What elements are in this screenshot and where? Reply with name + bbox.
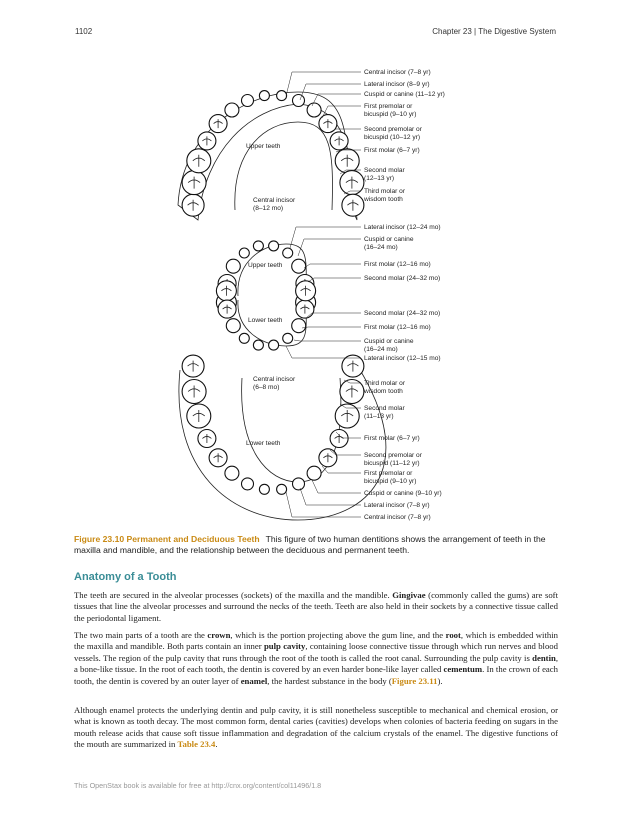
deciduous-upper-callout: Cuspid or canine xyxy=(364,236,414,243)
central-incisor-upper-label: Central incisor xyxy=(253,197,296,204)
permanent-upper-callout: bicuspid (10–12 yr) xyxy=(364,134,421,142)
permanent-lower-callout-leader-line xyxy=(286,492,361,517)
teeth-layer xyxy=(182,91,364,495)
lower-permanent-tooth-6 xyxy=(242,478,254,490)
permanent-lower-callout: First molar (6–7 yr) xyxy=(364,435,420,442)
cross-reference-link[interactable]: Table 23.4 xyxy=(177,739,216,750)
permanent-lower-callout: Lateral incisor (7–8 yr) xyxy=(364,502,430,509)
central-incisor-upper-age: (8–12 mo) xyxy=(253,205,284,212)
caption-text: This figure of two human dentitions shows the arrangement of teeth in the maxilla and mandible, and the relationship between the deciduous and permanent teeth. xyxy=(74,534,546,555)
deciduous-upper-callout: Second molar (24–32 mo) xyxy=(364,275,441,282)
permanent-upper-callout: Lateral incisor (8–9 yr) xyxy=(364,81,430,88)
footer-note: This OpenStax book is available for free at http://cnx.org/content/col11496/1.8 xyxy=(74,781,322,790)
section-heading: Anatomy of a Tooth xyxy=(74,571,177,583)
permanent-upper-callout: Central incisor (7–8 yr) xyxy=(364,69,431,76)
permanent-upper-callout: First molar (6–7 yr) xyxy=(364,147,420,154)
permanent-upper-callout: Second premolar or xyxy=(364,126,422,133)
decid-lower-label: Lower teeth xyxy=(248,317,283,324)
permanent-lower-callout: Second molar xyxy=(364,405,405,412)
deciduous-upper-callout-leader-line xyxy=(304,264,361,268)
deciduous-upper-callout-leader-line xyxy=(298,239,361,256)
permanent-upper-callout-leader-line xyxy=(330,129,361,132)
permanent-lower-callout: bicuspid (11–12 yr) xyxy=(364,460,420,468)
lower-permanent-tooth-9 xyxy=(293,478,305,490)
permanent-upper-callout: Third molar or xyxy=(364,188,406,195)
deciduous-lower-callout: (16–24 mo) xyxy=(364,346,398,354)
lower-teeth-label: Lower teeth xyxy=(246,440,281,447)
key-term: Gingivae xyxy=(392,590,426,600)
key-term: crown xyxy=(207,630,231,640)
permanent-upper-callout: Second molar xyxy=(364,167,405,174)
deciduous-upper-callout-leader-line xyxy=(308,278,361,282)
cross-reference-link[interactable]: Figure 23.11 xyxy=(391,675,438,686)
lower-permanent-tooth-7 xyxy=(259,484,269,494)
paragraph-text: The two main parts of a tooth are the xyxy=(74,630,208,640)
paragraph-text: Although enamel protects the underlying dentin and pulp cavity, it is still nonetheless susceptible to mechanical and chemical erosion, or what is known as tooth decay. The most common form, dental caries (cavities) develops when colonies of bacteria feeding on sugars in the mouth release acids that cause soft tissue inflammation and degradation of the calcium crystals of the enamel. The digestive functions of the mouth are summarized in xyxy=(74,705,558,750)
paragraph-text: ). xyxy=(437,675,443,686)
deciduous-lower-callout-leader-line xyxy=(302,327,361,328)
permanent-lower-callout: (11–13 yr) xyxy=(364,413,394,421)
lower-deciduous-tooth-7 xyxy=(292,319,306,333)
lower-deciduous-tooth-6 xyxy=(283,333,293,343)
lower-deciduous-tooth-5 xyxy=(269,340,279,350)
paragraph-1 xyxy=(74,590,558,624)
permanent-upper-callout: (12–13 yr) xyxy=(364,175,395,183)
permanent-lower-callout-leader-line xyxy=(312,480,361,493)
figure-caption xyxy=(74,534,558,556)
deciduous-upper-callout-leader-line xyxy=(290,227,361,248)
upper-deciduous-tooth-6 xyxy=(283,248,293,258)
lower-deciduous-tooth-2 xyxy=(226,319,240,333)
permanent-lower-callout: Central incisor (7–8 yr) xyxy=(364,514,431,521)
paragraph-text: , the hardest substance in the body ( xyxy=(267,675,392,686)
upper-permanent-tooth-10 xyxy=(307,103,321,117)
permanent-lower-callout: Third molar or xyxy=(364,380,406,387)
key-term: cementum xyxy=(443,664,483,675)
upper-permanent-tooth-9 xyxy=(293,95,305,107)
caption-title: Figure 23.10 Permanent and Deciduous Teeth xyxy=(74,534,260,544)
deciduous-upper-callout: Lateral incisor (12–24 mo) xyxy=(364,224,441,231)
permanent-lower-callout: bicuspid (9–10 yr) xyxy=(364,478,417,486)
deciduous-lower-callout-leader-line xyxy=(294,340,361,341)
deciduous-upper-callout: (16–24 mo) xyxy=(364,244,398,252)
permanent-upper-callout: Cuspid or canine (11–12 yr) xyxy=(364,91,445,98)
lower-permanent-tooth-8 xyxy=(277,484,287,494)
permanent-lower-callout: wisdom tooth xyxy=(364,388,403,396)
deciduous-lower-callout-leader-line xyxy=(306,313,361,318)
paragraph-text: . xyxy=(215,739,218,750)
upper-deciduous-tooth-4 xyxy=(253,241,263,251)
upper-teeth-label: Upper teeth xyxy=(246,143,281,150)
deciduous-upper-callout: First molar (12–16 mo) xyxy=(364,261,431,268)
upper-permanent-tooth-6 xyxy=(242,95,254,107)
deciduous-lower-callout: First molar (12–16 mo) xyxy=(364,324,431,331)
permanent-upper-callout: First premolar or xyxy=(364,103,413,110)
permanent-lower-callout-leader-line xyxy=(300,488,361,505)
permanent-upper-callout: wisdom tooth xyxy=(364,196,403,204)
paragraph-text: , which is embedded within the maxilla and mandible. Both parts contain an inner xyxy=(74,630,558,652)
lower-deciduous-tooth-3 xyxy=(239,333,249,343)
decid-upper-label: Upper teeth xyxy=(248,262,283,269)
lower-permanent-tooth-5 xyxy=(225,466,239,480)
deciduous-lower-callout: Second molar (24–32 mo) xyxy=(364,310,441,317)
upper-deciduous-tooth-5 xyxy=(269,241,279,251)
paragraph-text: , which is the portion projecting above the gum line, and the xyxy=(230,630,446,640)
chapter-title: Chapter 23 | The Digestive System xyxy=(432,27,556,36)
upper-permanent-tooth-8 xyxy=(277,91,287,101)
upper-deciduous-tooth-7 xyxy=(292,259,306,273)
paragraph-text: The teeth are secured in the alveolar processes (sockets) of the maxilla and the mandible. xyxy=(74,590,393,600)
permanent-lower-callout: Second premolar or xyxy=(364,452,422,459)
paragraph-text: , a bone-like tissue. In the root of each tooth, the dentin is covered by an even harder bone-like layer called xyxy=(74,652,558,675)
paragraph-text: , containing loose connective tissue through which run nerves and blood vessels. The region of the pulp cavity that runs through the root of the tooth is called the root canal. Surrounding the pulp cavity is xyxy=(74,641,558,663)
key-term: dentin xyxy=(532,652,556,663)
lower-deciduous-tooth-4 xyxy=(253,340,263,350)
permanent-lower-callout: First premolar or xyxy=(364,470,413,477)
lower-permanent-tooth-10 xyxy=(307,466,321,480)
deciduous-lower-callout: Cuspid or canine xyxy=(364,338,414,345)
upper-permanent-tooth-5 xyxy=(225,103,239,117)
central-incisor-lower-age: (6–8 mo) xyxy=(253,384,280,391)
upper-permanent-tooth-7 xyxy=(259,91,269,101)
key-term: pulp cavity xyxy=(263,641,306,652)
key-term: enamel xyxy=(240,675,268,686)
paragraph-text: . In the crown of each tooth, the dentin is covered by an outer layer of xyxy=(74,664,558,686)
upper-deciduous-tooth-2 xyxy=(226,259,240,273)
permanent-upper-callout: bicuspid (9–10 yr) xyxy=(364,111,417,119)
central-incisor-lower-label: Central incisor xyxy=(253,376,296,383)
page-number: 1102 xyxy=(75,27,93,36)
paragraph-text: (commonly called the gums) are soft tissues that line the alveolar processes and surround the necks of the teeth. Teeth are also held in their sockets by a connective tissue called the periodontal ligament. xyxy=(74,590,558,623)
permanent-lower-callout: Cuspid or canine (9–10 yr) xyxy=(364,490,442,497)
deciduous-lower-callout: Lateral incisor (12–15 mo) xyxy=(364,355,441,362)
paragraph-2 xyxy=(74,630,558,687)
paragraph-3 xyxy=(74,705,558,751)
key-term: root xyxy=(445,630,461,640)
upper-deciduous-tooth-3 xyxy=(239,248,249,258)
permanent-upper-callout-leader-line xyxy=(300,84,361,100)
